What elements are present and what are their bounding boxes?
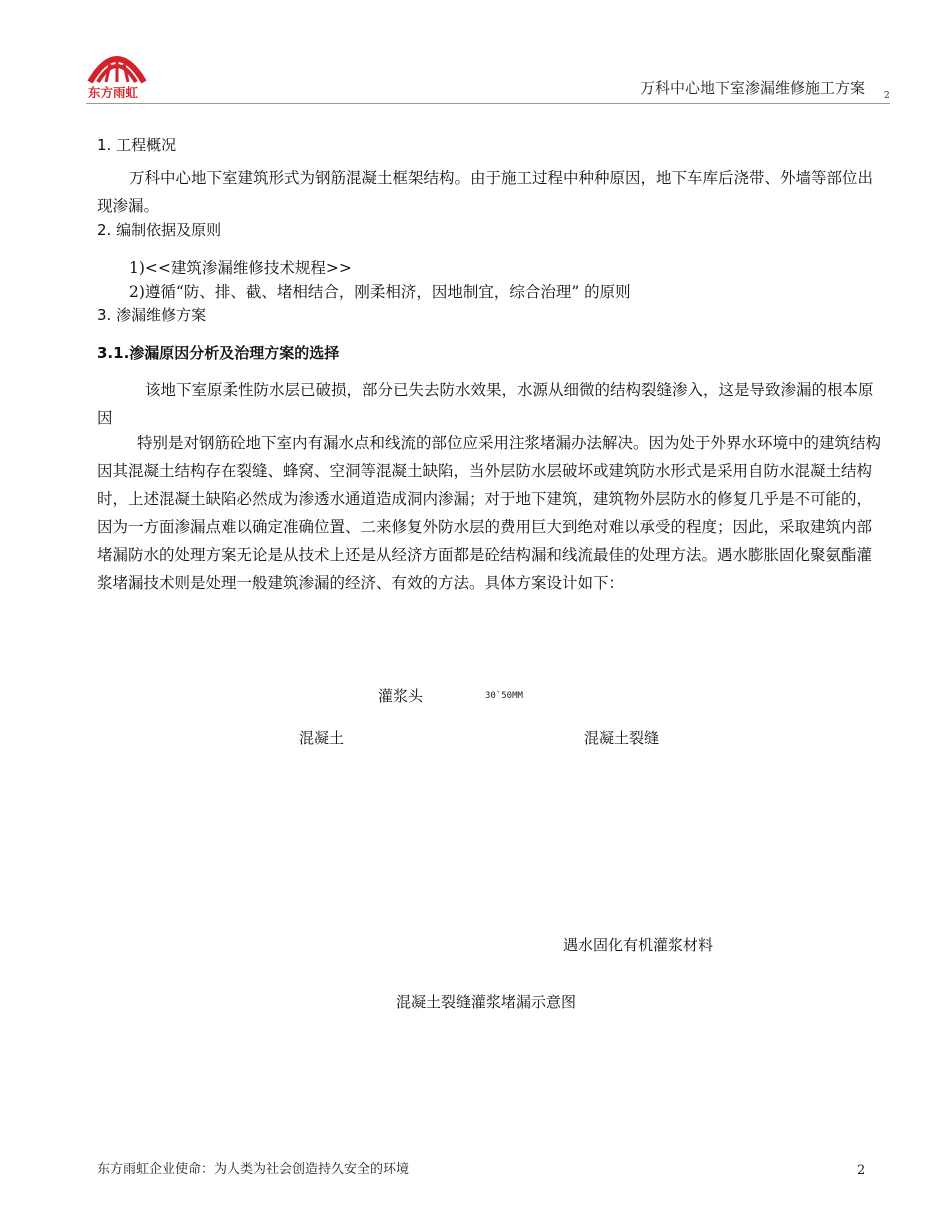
rainbow-arch-icon: [86, 44, 148, 84]
diagram-caption: 混凝土裂缝灌浆堵漏示意图: [396, 993, 577, 1011]
diagram-label-crack: 混凝土裂缝: [584, 729, 660, 747]
section-1-heading: 1. 工程概况: [97, 136, 177, 154]
section-3-1-paragraph-2: 特别是对钢筋砼地下室内有漏水点和线流的部位应采用注浆堵漏办法解决。因为处于外界水环境中的建筑结构因其混凝土结构存在裂缝、蜂窝、空洞等混凝土缺陷，当外层防水层破坏或建筑防水形式是采用自防水混凝土结构时，上述混凝土缺陷必然成为渗透水通道造成洞内渗漏；对于地下建筑，建筑物外层防水的修复几乎是不可能的，因为一方面渗漏点难以确定准确位置、二来修复外防水层的费用巨大到绝对难以承受的程度；因此，采取建筑内部堵漏防水的处理方案无论是从技术上还是从经济方面都是砼结构漏和线流最佳的处理方法。遇水膨胀固化聚氨酯灌浆堵漏技术则是处理一般建筑渗漏的经济、有效的方法。具体方案设计如下：: [97, 434, 882, 592]
header-divider: [86, 103, 890, 104]
diagram-label-concrete: 混凝土: [299, 729, 345, 747]
footer-mission: 东方雨虹企业使命：为人类为社会创造持久安全的环境: [97, 1162, 410, 1177]
logo-text: 东方雨虹: [88, 85, 139, 100]
section-3-1-paragraph-1: 该地下室原柔性防水层已破损，部分已失去防水效果，水源从细微的结构裂缝渗入，这是导致渗漏的根本原因: [97, 381, 874, 427]
diagram-label-material: 遇水固化有机灌浆材料: [563, 936, 714, 954]
header-mark: 2: [884, 91, 890, 101]
section-3-heading: 3. 渗漏维修方案: [97, 306, 207, 324]
section-3-1-heading: 3.1.渗漏原因分析及治理方案的选择: [97, 344, 340, 362]
section-1-paragraph: 万科中心地下室建筑形式为钢筋混凝土框架结构。由于施工过程中种种原因，地下车库后浇带、外墙等部位出现渗漏。: [97, 169, 874, 215]
section-2-heading: 2. 编制依据及原则: [97, 221, 222, 239]
document-title: 万科中心地下室渗漏维修施工方案: [640, 79, 866, 97]
company-logo: [86, 44, 148, 100]
diagram-label-spacing: 30`50MM: [485, 691, 523, 701]
diagram-label-grout-head: 灌浆头: [378, 687, 424, 705]
basis-item-1: 1)<<建筑渗漏维修技术规程>>: [129, 259, 352, 277]
basis-item-2: 2)遵循“防、排、截、堵相结合，刚柔相济，因地制宜，综合治理” 的原则: [129, 283, 631, 301]
page-number: 2: [857, 1163, 866, 1178]
